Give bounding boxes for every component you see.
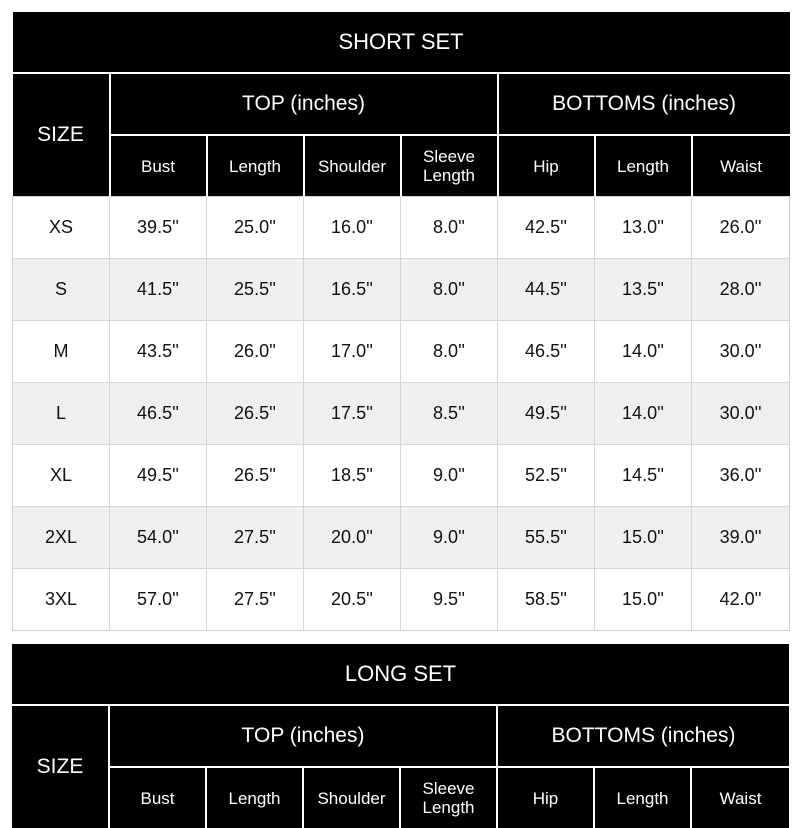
- measurement-cell: 14.0'': [595, 321, 692, 383]
- size-label: S: [13, 259, 110, 321]
- measurement-cell: 27.5'': [207, 569, 304, 631]
- measurement-cell: 57.0'': [110, 569, 207, 631]
- column-header-hip-bottoms: Hip: [498, 135, 595, 197]
- measurement-cell: 17.5'': [304, 383, 401, 445]
- column-header-sleeve-length-top: Sleeve Length: [401, 135, 498, 197]
- measurement-cell: 44.5'': [498, 259, 595, 321]
- column-header-row: [13, 135, 790, 197]
- bottoms-group-header: BOTTOMS (inches): [497, 705, 789, 767]
- top-group-header: TOP (inches): [109, 705, 497, 767]
- short-set-rows: [13, 197, 790, 631]
- measurement-cell: 27.5'': [207, 507, 304, 569]
- size-row-2xl: [13, 507, 790, 569]
- size-row-xs: [13, 197, 790, 259]
- column-header-shoulder-top: Shoulder: [304, 135, 401, 197]
- measurement-cell: 25.5'': [207, 259, 304, 321]
- measurement-cell: 26.5'': [207, 445, 304, 507]
- size-header: SIZE: [13, 73, 110, 197]
- measurement-cell: 9.0'': [401, 507, 498, 569]
- column-header-bust-top: Bust: [109, 767, 206, 828]
- size-label: 3XL: [13, 569, 110, 631]
- column-header-waist-bottoms: Waist: [692, 135, 790, 197]
- short-set-size-chart: [12, 12, 789, 628]
- measurement-cell: 13.5'': [595, 259, 692, 321]
- measurement-cell: 8.0'': [401, 321, 498, 383]
- measurement-cell: 15.0'': [595, 569, 692, 631]
- measurement-cell: 9.0'': [401, 445, 498, 507]
- measurement-cell: 36.0'': [692, 445, 790, 507]
- long-set-table: [12, 644, 789, 828]
- size-label: 2XL: [13, 507, 110, 569]
- measurement-cell: 20.0'': [304, 507, 401, 569]
- measurement-cell: 55.5'': [498, 507, 595, 569]
- measurement-cell: 25.0'': [207, 197, 304, 259]
- measurement-cell: 9.5'': [401, 569, 498, 631]
- measurement-cell: 30.0'': [692, 383, 790, 445]
- measurement-cell: 42.5'': [498, 197, 595, 259]
- measurement-cell: 18.5'': [304, 445, 401, 507]
- top-group-header: TOP (inches): [110, 73, 498, 135]
- measurement-cell: 26.5'': [207, 383, 304, 445]
- column-header-bust-top: Bust: [110, 135, 207, 197]
- measurement-cell: 14.0'': [595, 383, 692, 445]
- measurement-cell: 39.0'': [692, 507, 790, 569]
- measurement-cell: 13.0'': [595, 197, 692, 259]
- column-header-waist-bottoms: Waist: [691, 767, 789, 828]
- column-header-hip-bottoms: Hip: [497, 767, 594, 828]
- measurement-cell: 49.5'': [498, 383, 595, 445]
- size-row-m: [13, 321, 790, 383]
- measurement-cell: 26.0'': [207, 321, 304, 383]
- measurement-cell: 15.0'': [595, 507, 692, 569]
- column-header-shoulder-top: Shoulder: [303, 767, 400, 828]
- column-header-sleeve-length-top: Sleeve Length: [400, 767, 497, 828]
- measurement-cell: 26.0'': [692, 197, 790, 259]
- measurement-cell: 16.5'': [304, 259, 401, 321]
- column-header-row: [12, 767, 789, 828]
- long-set-size-chart: [12, 644, 789, 817]
- measurement-cell: 39.5'': [110, 197, 207, 259]
- measurement-cell: 41.5'': [110, 259, 207, 321]
- measurement-cell: 58.5'': [498, 569, 595, 631]
- size-row-s: [13, 259, 790, 321]
- size-label: M: [13, 321, 110, 383]
- measurement-cell: 16.0'': [304, 197, 401, 259]
- measurement-cell: 46.5'': [498, 321, 595, 383]
- size-label: XS: [13, 197, 110, 259]
- column-header-length-bottoms: Length: [594, 767, 691, 828]
- size-label: L: [13, 383, 110, 445]
- size-row-xl: [13, 445, 790, 507]
- short-set-title: SHORT SET: [13, 12, 790, 73]
- measurement-cell: 8.0'': [401, 197, 498, 259]
- column-header-length-bottoms: Length: [595, 135, 692, 197]
- bottoms-group-header: BOTTOMS (inches): [498, 73, 790, 135]
- measurement-cell: 49.5'': [110, 445, 207, 507]
- measurement-cell: 46.5'': [110, 383, 207, 445]
- short-set-table: [12, 12, 790, 631]
- measurement-cell: 30.0'': [692, 321, 790, 383]
- long-set-title: LONG SET: [12, 644, 789, 705]
- measurement-cell: 14.5'': [595, 445, 692, 507]
- measurement-cell: 17.0'': [304, 321, 401, 383]
- measurement-cell: 8.0'': [401, 259, 498, 321]
- size-header: SIZE: [12, 705, 109, 828]
- measurement-cell: 54.0'': [110, 507, 207, 569]
- measurement-cell: 52.5'': [498, 445, 595, 507]
- column-header-length-top: Length: [207, 135, 304, 197]
- size-row-3xl: [13, 569, 790, 631]
- size-label: XL: [13, 445, 110, 507]
- size-row-l: [13, 383, 790, 445]
- measurement-cell: 8.5'': [401, 383, 498, 445]
- measurement-cell: 20.5'': [304, 569, 401, 631]
- measurement-cell: 42.0'': [692, 569, 790, 631]
- measurement-cell: 28.0'': [692, 259, 790, 321]
- measurement-cell: 43.5'': [110, 321, 207, 383]
- column-header-length-top: Length: [206, 767, 303, 828]
